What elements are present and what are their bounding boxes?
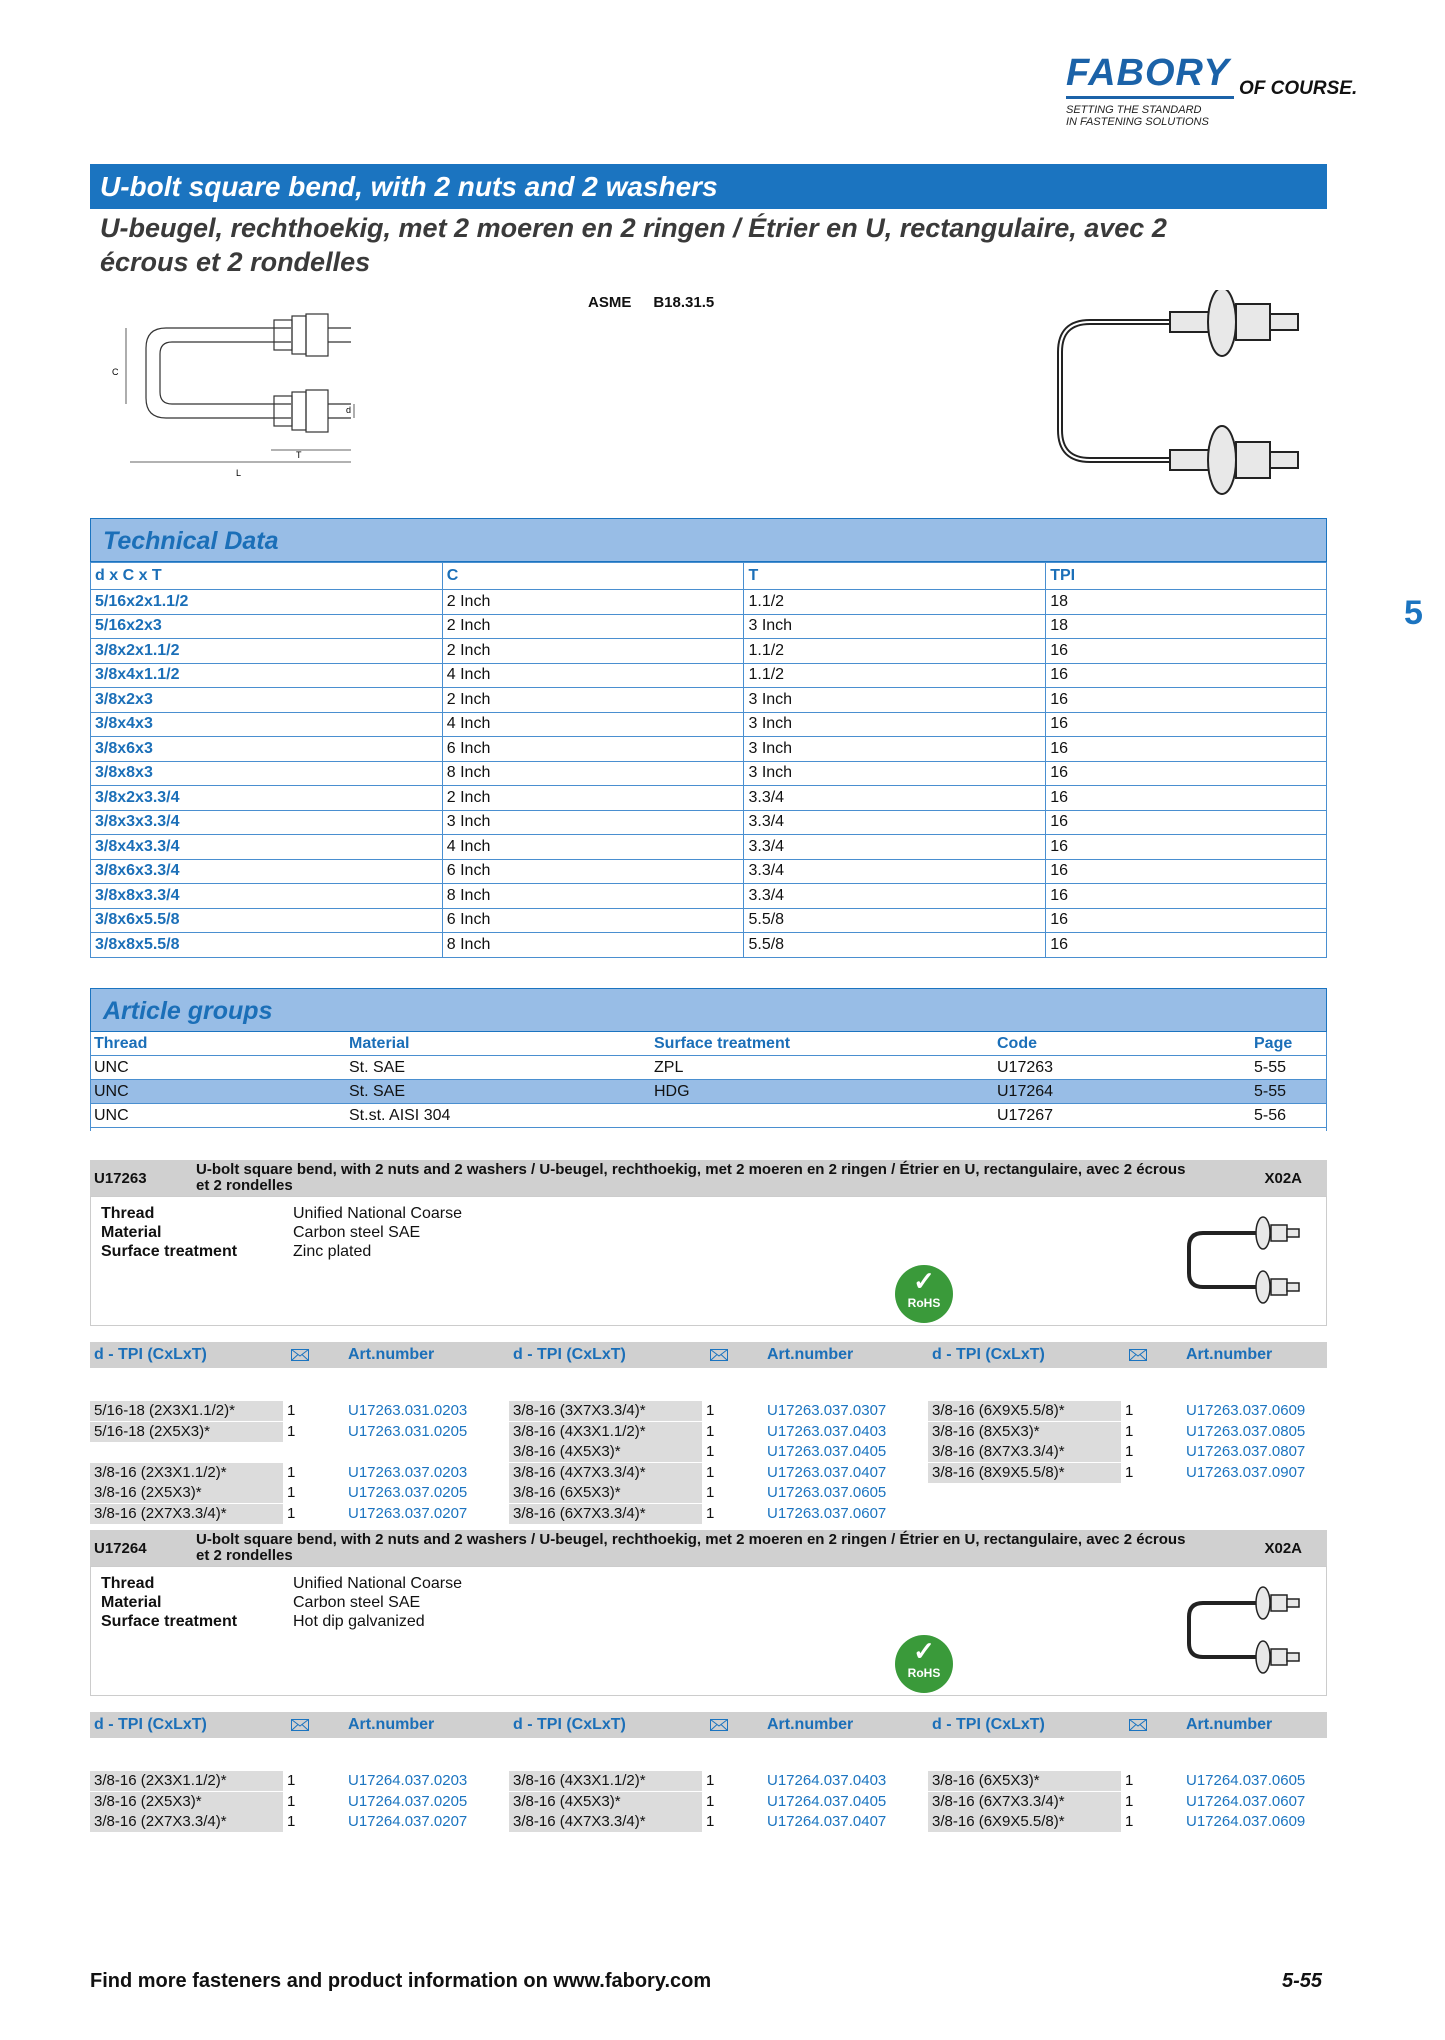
item-quantity: 1 — [287, 1463, 296, 1481]
cell-t: 3 Inch — [744, 614, 1046, 639]
item-size: 5/16-18 (2X3X1.1/2)* — [90, 1401, 283, 1421]
cell-t: 5.5/8 — [744, 933, 1046, 958]
table-header-row — [90, 1032, 1327, 1056]
cell-tpi: 16 — [1046, 810, 1327, 835]
logo-tagline — [1066, 104, 1209, 128]
table-row — [91, 663, 1327, 688]
product-code: U17264 — [94, 1540, 147, 1557]
col-header-artnumber: Art.number — [1186, 1346, 1273, 1363]
item-size: 3/8-16 (4X5X3)* — [509, 1792, 702, 1812]
u-bolt-drawing — [96, 300, 376, 490]
cell-c: 8 Inch — [442, 933, 744, 958]
footer-text: Find more fasteners and product information on www.fabory.com — [90, 1970, 712, 1992]
table-row — [91, 786, 1327, 811]
dim-t-label: T — [296, 450, 302, 460]
item-article-number[interactable]: U17264.037.0605 — [1186, 1772, 1306, 1789]
cell-dxcxt: 5/16x2x3 — [91, 614, 443, 639]
title-bar — [90, 164, 1327, 209]
cell-dxcxt: 3/8x8x5.5/8 — [91, 933, 443, 958]
cell-surface — [650, 1104, 993, 1128]
item-article-number[interactable]: U17263.037.0907 — [1186, 1463, 1306, 1481]
technical-data-table — [90, 562, 1327, 958]
cell-t: 3 Inch — [744, 688, 1046, 713]
cell-t: 3.3/4 — [744, 835, 1046, 860]
table-row — [91, 884, 1327, 909]
table-row — [91, 712, 1327, 737]
table-row — [90, 1080, 1327, 1104]
cell-material: St. SAE — [345, 1080, 650, 1104]
table-row — [91, 859, 1327, 884]
page-subtitle: U-beugel, rechthoekig, met 2 moeren en 2 ringen / Étrier en U, rectangulaire, avec 2 écrous et 2 rondelles — [100, 213, 1167, 277]
item-article-number[interactable]: U17263.031.0205 — [348, 1422, 468, 1440]
cell-material: St.st. AISI 304 — [345, 1104, 650, 1128]
cell-dxcxt: 3/8x8x3.3/4 — [91, 884, 443, 909]
item-quantity: 1 — [706, 1792, 715, 1810]
cell-page: 5-56 — [1250, 1104, 1327, 1128]
table-row — [91, 810, 1327, 835]
item-quantity: 1 — [706, 1484, 715, 1501]
item-size: 3/8-16 (2X5X3)* — [90, 1483, 283, 1503]
item-size: 3/8-16 (6X9X5.5/8)* — [928, 1401, 1121, 1421]
material-value: Carbon steel SAE — [293, 1594, 421, 1611]
item-quantity: 1 — [1125, 1772, 1134, 1789]
cell-t: 1.1/2 — [744, 590, 1046, 615]
col-material: Material — [345, 1032, 650, 1056]
col-header-artnumber: Art.number — [767, 1716, 854, 1733]
item-size: 3/8-16 (2X3X1.1/2)* — [90, 1463, 283, 1483]
cell-tpi: 16 — [1046, 933, 1327, 958]
cell-page: 5-55 — [1250, 1056, 1327, 1080]
cell-tpi: 16 — [1046, 663, 1327, 688]
cell-tpi: 16 — [1046, 737, 1327, 762]
item-size: 3/8-16 (2X5X3)* — [90, 1792, 283, 1812]
item-size: 3/8-16 (6X5X3)* — [509, 1483, 702, 1503]
product-list-header-u17263 — [90, 1342, 1327, 1368]
table-row — [91, 908, 1327, 933]
cell-t: 3.3/4 — [744, 786, 1046, 811]
item-article-number[interactable]: U17263.037.0205 — [348, 1484, 468, 1501]
item-article-number[interactable]: U17263.037.0605 — [767, 1484, 887, 1501]
col-header-size: d - TPI (CxLxT) — [513, 1716, 626, 1733]
cell-c: 8 Inch — [442, 884, 744, 909]
item-article-number[interactable]: U17263.037.0407 — [767, 1463, 887, 1481]
cell-tpi: 18 — [1046, 614, 1327, 639]
item-article-number[interactable]: U17263.037.0405 — [767, 1443, 887, 1460]
col-header-artnumber: Art.number — [348, 1346, 435, 1363]
item-size: 3/8-16 (8X5X3)* — [928, 1422, 1121, 1442]
cell-t: 3.3/4 — [744, 859, 1046, 884]
technical-data-header — [90, 518, 1327, 562]
thread-label: Thread — [101, 1575, 155, 1592]
cell-tpi: 16 — [1046, 761, 1327, 786]
item-quantity: 1 — [1125, 1792, 1134, 1810]
item-size: 3/8-16 (4X7X3.3/4)* — [509, 1463, 702, 1483]
table-row — [91, 933, 1327, 958]
table-row — [91, 835, 1327, 860]
item-quantity: 1 — [1125, 1443, 1134, 1460]
cell-surface: HDG — [650, 1080, 993, 1104]
cell-dxcxt: 3/8x4x3.3/4 — [91, 835, 443, 860]
col-header-artnumber: Art.number — [767, 1346, 854, 1363]
col-tpi: TPI — [1046, 563, 1327, 590]
cell-t: 1.1/2 — [744, 663, 1046, 688]
item-quantity: 1 — [706, 1772, 715, 1789]
cell-c: 4 Inch — [442, 712, 744, 737]
product-info-u17263 — [90, 1196, 1327, 1326]
item-article-number[interactable]: U17264.037.0609 — [1186, 1813, 1306, 1830]
col-surface: Surface treatment — [650, 1032, 993, 1056]
item-article-number[interactable]: U17264.037.0203 — [348, 1772, 468, 1789]
item-size: 3/8-16 (2X7X3.3/4)* — [90, 1504, 283, 1524]
cell-tpi: 18 — [1046, 590, 1327, 615]
item-article-number[interactable]: U17263.037.0403 — [767, 1422, 887, 1440]
cell-dxcxt: 3/8x6x3.3/4 — [91, 859, 443, 884]
item-quantity: 1 — [287, 1813, 296, 1830]
cell-c: 3 Inch — [442, 810, 744, 835]
item-article-number[interactable]: U17263.031.0203 — [348, 1402, 468, 1419]
col-code: Code — [993, 1032, 1250, 1056]
table-row — [91, 688, 1327, 713]
cell-c: 6 Inch — [442, 737, 744, 762]
item-quantity: 1 — [706, 1402, 715, 1419]
cell-code: U17267 — [993, 1104, 1250, 1128]
cell-c: 6 Inch — [442, 859, 744, 884]
col-header-size: d - TPI (CxLxT) — [932, 1716, 1045, 1733]
col-dxcxt: d x C x T — [91, 563, 443, 590]
cell-c: 2 Inch — [442, 614, 744, 639]
logo-underline — [1066, 96, 1234, 99]
item-article-number[interactable]: U17264.037.0403 — [767, 1772, 887, 1789]
table-row — [91, 590, 1327, 615]
cell-c: 8 Inch — [442, 761, 744, 786]
cell-c: 4 Inch — [442, 663, 744, 688]
table-row — [91, 614, 1327, 639]
item-size: 3/8-16 (3X7X3.3/4)* — [509, 1401, 702, 1421]
cell-dxcxt: 3/8x6x3 — [91, 737, 443, 762]
tagline-line-2: IN FASTENING SOLUTIONS — [1066, 116, 1209, 128]
product-description: U-bolt square bend, with 2 nuts and 2 washers / U-beugel, rechthoekig, met 2 moeren en 2 ringen / Étrier en U, rectangulaire, avec 2 écrous et 2 rondelles — [196, 1161, 1186, 1194]
col-header-size: d - TPI (CxLxT) — [94, 1716, 207, 1733]
cell-thread: UNC — [90, 1104, 345, 1128]
item-size: 3/8-16 (4X7X3.3/4)* — [509, 1812, 702, 1832]
cell-c: 2 Inch — [442, 688, 744, 713]
material-label: Material — [101, 1224, 162, 1241]
technical-data-title: Technical Data — [103, 527, 279, 555]
cell-tpi: 16 — [1046, 884, 1327, 909]
item-quantity: 1 — [287, 1792, 296, 1810]
dim-l-label: L — [236, 468, 242, 478]
item-article-number[interactable]: U17263.037.0203 — [348, 1463, 468, 1481]
item-article-number[interactable]: U17264.037.0207 — [348, 1813, 468, 1830]
cell-dxcxt: 3/8x2x3 — [91, 688, 443, 713]
col-header-artnumber: Art.number — [348, 1716, 435, 1733]
item-quantity: 1 — [1125, 1813, 1134, 1830]
cell-c: 6 Inch — [442, 908, 744, 933]
item-quantity: 1 — [287, 1422, 296, 1440]
col-c: C — [442, 563, 744, 590]
cell-dxcxt: 3/8x2x1.1/2 — [91, 639, 443, 664]
cell-c: 2 Inch — [442, 786, 744, 811]
item-article-number[interactable]: U17263.037.0805 — [1186, 1422, 1306, 1440]
item-quantity: 1 — [1125, 1463, 1134, 1481]
item-size: 3/8-16 (6X5X3)* — [928, 1771, 1121, 1791]
item-article-number[interactable]: U17264.037.0607 — [1186, 1792, 1306, 1810]
material-label: Material — [101, 1594, 162, 1611]
item-size: 3/8-16 (6X7X3.3/4)* — [928, 1792, 1121, 1812]
cell-dxcxt: 3/8x4x1.1/2 — [91, 663, 443, 688]
standard-label: ASME — [588, 294, 632, 311]
cell-tpi: 16 — [1046, 859, 1327, 884]
cell-t: 3.3/4 — [744, 884, 1046, 909]
item-size: 3/8-16 (8X9X5.5/8)* — [928, 1463, 1121, 1483]
u-bolt-photo — [1050, 290, 1330, 500]
product-code: U17263 — [94, 1170, 147, 1187]
material-value: Carbon steel SAE — [293, 1224, 421, 1241]
article-groups-table — [90, 1032, 1327, 1128]
cell-c: 4 Inch — [442, 835, 744, 860]
cell-tpi: 16 — [1046, 688, 1327, 713]
rohs-icon: ✓ RoHS — [895, 1635, 953, 1693]
rohs-icon: ✓ RoHS — [895, 1265, 953, 1323]
item-size: 3/8-16 (2X3X1.1/2)* — [90, 1771, 283, 1791]
cell-dxcxt: 3/8x4x3 — [91, 712, 443, 737]
item-size: 3/8-16 (8X7X3.3/4)* — [928, 1442, 1121, 1462]
cell-tpi: 16 — [1046, 712, 1327, 737]
rohs-label: RoHS — [907, 1296, 941, 1310]
cell-t: 5.5/8 — [744, 908, 1046, 933]
product-bar-u17263 — [90, 1160, 1327, 1196]
product-description: U-bolt square bend, with 2 nuts and 2 washers / U-beugel, rechthoekig, met 2 moeren en 2 ringen / Étrier en U, rectangulaire, avec 2 écrous et 2 rondelles — [196, 1531, 1186, 1564]
item-size: 3/8-16 (6X9X5.5/8)* — [928, 1812, 1121, 1832]
item-quantity: 1 — [706, 1422, 715, 1440]
cell-surface: ZPL — [650, 1056, 993, 1080]
thread-value: Unified National Coarse — [293, 1575, 462, 1592]
col-header-size: d - TPI (CxLxT) — [932, 1346, 1045, 1363]
cell-tpi: 16 — [1046, 835, 1327, 860]
col-thread: Thread — [90, 1032, 345, 1056]
surface-value: Hot dip galvanized — [293, 1613, 425, 1630]
item-quantity: 1 — [287, 1504, 296, 1522]
item-quantity: 1 — [1125, 1422, 1134, 1440]
col-t: T — [744, 563, 1046, 590]
item-article-number[interactable]: U17263.037.0807 — [1186, 1443, 1306, 1460]
table-header-row — [91, 563, 1327, 590]
logo-slogan: OF COURSE. — [1239, 78, 1358, 99]
col-header-size: d - TPI (CxLxT) — [513, 1346, 626, 1363]
cell-page: 5-55 — [1250, 1080, 1327, 1104]
table-row — [91, 761, 1327, 786]
fabory-logo — [1066, 52, 1366, 132]
item-size: 3/8-16 (4X3X1.1/2)* — [509, 1422, 702, 1442]
cell-dxcxt: 3/8x2x3.3/4 — [91, 786, 443, 811]
col-page: Page — [1250, 1032, 1327, 1056]
surface-label: Surface treatment — [101, 1243, 238, 1260]
item-quantity: 1 — [287, 1484, 296, 1501]
cell-c: 2 Inch — [442, 590, 744, 615]
product-xcode: X02A — [1264, 1170, 1302, 1187]
page-number: 5-55 — [1282, 1970, 1323, 1992]
item-article-number[interactable]: U17264.037.0405 — [767, 1792, 887, 1810]
standard-value: B18.31.5 — [653, 294, 715, 311]
table-row — [91, 737, 1327, 762]
cell-dxcxt: 5/16x2x1.1/2 — [91, 590, 443, 615]
article-groups-header — [90, 988, 1327, 1032]
thread-label: Thread — [101, 1205, 155, 1222]
cell-tpi: 16 — [1046, 786, 1327, 811]
tagline-line-1: SETTING THE STANDARD — [1066, 104, 1202, 116]
product-bar-u17264 — [90, 1530, 1327, 1566]
u-bolt-thumbnail — [1179, 1579, 1319, 1679]
item-quantity: 1 — [1125, 1402, 1134, 1419]
item-quantity: 1 — [706, 1504, 715, 1522]
cell-t: 3 Inch — [744, 737, 1046, 762]
cell-dxcxt: 3/8x3x3.3/4 — [91, 810, 443, 835]
cell-tpi: 16 — [1046, 639, 1327, 664]
cell-thread: UNC — [90, 1080, 345, 1104]
table-row — [91, 639, 1327, 664]
item-size: 5/16-18 (2X5X3)* — [90, 1422, 283, 1442]
chapter-number: 5 — [1404, 594, 1423, 632]
col-header-artnumber: Art.number — [1186, 1716, 1273, 1733]
item-quantity: 1 — [706, 1463, 715, 1481]
dim-c-label: C — [112, 367, 119, 377]
cell-t: 3 Inch — [744, 712, 1046, 737]
cell-t: 3.3/4 — [744, 810, 1046, 835]
surface-value: Zinc plated — [293, 1243, 372, 1260]
standard-reference — [588, 294, 736, 311]
product-xcode: X02A — [1264, 1540, 1302, 1557]
item-size: 3/8-16 (6X7X3.3/4)* — [509, 1504, 702, 1524]
logo-name: FABORY — [1066, 52, 1230, 94]
article-groups-title: Article groups — [103, 997, 273, 1025]
product-list-header-u17264 — [90, 1712, 1327, 1738]
page-title: U-bolt square bend, with 2 nuts and 2 washers — [100, 171, 718, 202]
cell-code: U17264 — [993, 1080, 1250, 1104]
item-article-number[interactable]: U17263.037.0307 — [767, 1402, 887, 1419]
item-article-number[interactable]: U17264.037.0407 — [767, 1813, 887, 1830]
item-article-number[interactable]: U17264.037.0205 — [348, 1792, 468, 1810]
item-quantity: 1 — [706, 1813, 715, 1830]
item-quantity: 1 — [287, 1772, 296, 1789]
thread-value: Unified National Coarse — [293, 1205, 462, 1222]
table-row — [90, 1104, 1327, 1128]
cell-tpi: 16 — [1046, 908, 1327, 933]
rohs-label: RoHS — [907, 1666, 941, 1680]
item-article-number[interactable]: U17263.037.0207 — [348, 1504, 468, 1522]
item-article-number[interactable]: U17263.037.0609 — [1186, 1402, 1306, 1419]
dim-d-label: d — [346, 405, 352, 415]
table-row — [90, 1056, 1327, 1080]
u-bolt-thumbnail — [1179, 1209, 1319, 1309]
item-size: 3/8-16 (4X5X3)* — [509, 1442, 702, 1462]
col-header-size: d - TPI (CxLxT) — [94, 1346, 207, 1363]
product-info-u17264 — [90, 1566, 1327, 1696]
cell-material: St. SAE — [345, 1056, 650, 1080]
cell-thread: UNC — [90, 1056, 345, 1080]
item-quantity: 1 — [706, 1443, 715, 1460]
cell-dxcxt: 3/8x8x3 — [91, 761, 443, 786]
cell-c: 2 Inch — [442, 639, 744, 664]
item-article-number[interactable]: U17263.037.0607 — [767, 1504, 887, 1522]
cell-t: 3 Inch — [744, 761, 1046, 786]
cell-code: U17263 — [993, 1056, 1250, 1080]
item-quantity: 1 — [287, 1402, 296, 1419]
cell-dxcxt: 3/8x6x5.5/8 — [91, 908, 443, 933]
cell-t: 1.1/2 — [744, 639, 1046, 664]
item-size: 3/8-16 (4X3X1.1/2)* — [509, 1771, 702, 1791]
item-size: 3/8-16 (2X7X3.3/4)* — [90, 1812, 283, 1832]
surface-label: Surface treatment — [101, 1613, 238, 1630]
